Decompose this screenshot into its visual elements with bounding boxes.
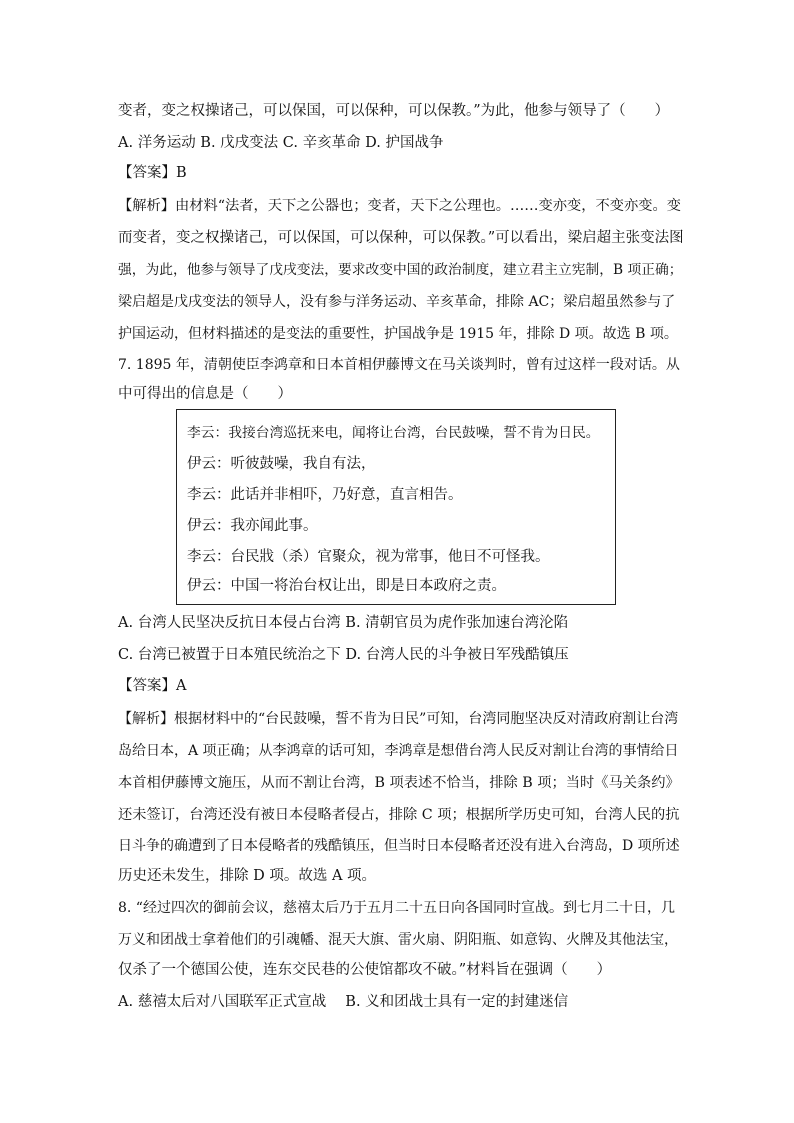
dialogue-line: 李云：此话并非相吓，乃好意，直言相告。 xyxy=(187,487,463,503)
question-6-options: A. 洋务运动 B. 戊戌变法 C. 辛亥革命 D. 护国战争 xyxy=(118,135,444,151)
question-6-answer: 【答案】B xyxy=(118,165,187,181)
question-7-analysis-line-5: 日斗争的确遭到了日本侵略者的残酷镇压，但当时日本侵略者还没有进入台湾岛，D 项所述 xyxy=(118,838,680,854)
question-7-stem-line-1: 7. 1895 年，清朝使臣李鸿章和日本首相伊藤博文在马关谈判时，曾有过这样一段对话。从 xyxy=(118,357,680,373)
dialogue-box xyxy=(176,409,616,605)
question-7-answer: 【答案】A xyxy=(118,678,187,694)
question-7-analysis-line-6: 历史还未发生，排除 D 项。故选 A 项。 xyxy=(118,868,377,884)
question-8-stem-line-2: 万义和团战士拿着他们的引魂幡、混天大旗、雷火扇、阴阳瓶、如意钩、火牌及其他法宝， xyxy=(118,932,678,948)
question-7-analysis-line-4: 还未签订，台湾还没有被日本侵略者侵占，排除 C 项；根据所学历史可知，台湾人民的抗 xyxy=(118,807,680,823)
question-6-stem-end: 变者，变之权操诸己，可以保国，可以保种，可以保教。”为此，他参与领导了（ ） xyxy=(118,103,670,119)
dialogue-line: 李云：台民戕（杀）官聚众，视为常事，他日不可怪我。 xyxy=(187,549,550,565)
dialogue-line: 李云：我接台湾巡抚来电，闻将让台湾，台民鼓噪，誓不肯为日民。 xyxy=(187,425,600,441)
question-6-analysis-line-3: 强，为此，他参与领导了戊戌变法，要求改变中国的政治制度，建立君主立宪制，B 项正确； xyxy=(118,262,683,278)
question-7-analysis-line-3: 本首相伊藤博文施压，从而不割让台湾，B 项表述不恰当，排除 B 项；当时《马关条约》 xyxy=(118,775,680,791)
question-7-analysis-line-1: 【解析】根据材料中的“台民鼓噪，誓不肯为日民”可知，台湾同胞坚决反对清政府割让台湾 xyxy=(118,711,679,727)
question-7-options-cd: C. 台湾已被置于日本殖民统治之下 D. 台湾人民的斗争被日军残酷镇压 xyxy=(118,647,569,663)
dialogue-line: 伊云：我亦闻此事。 xyxy=(187,518,318,534)
question-7-analysis-line-2: 岛给日本，A 项正确；从李鸿章的话可知，李鸿章是想借台湾人民反对割让台湾的事情给日 xyxy=(118,743,679,759)
question-8-stem-line-3: 仅杀了一个德国公使，连东交民巷的公使馆都攻不破。”材料旨在强调（ ） xyxy=(118,962,612,978)
question-7-stem-line-2: 中可得出的信息是（ ） xyxy=(118,386,292,402)
question-6-analysis-line-2: 而变者，变之权操诸己，可以保国，可以保种，可以保教。”可以看出，梁启超主张变法图 xyxy=(118,230,684,246)
question-6-analysis-line-4: 梁启超是戊戌变法的领导人，没有参与洋务运动、辛亥革命，排除 AC；梁启超虽然参与了 xyxy=(118,294,676,310)
question-8-stem-line-1: 8. “经过四次的御前会议，慈禧太后乃于五月二十五日向各国同时宣战。到七月二十日，几 xyxy=(118,900,675,916)
dialogue-line: 伊云：听彼鼓噪，我自有法， xyxy=(187,456,376,472)
question-6-analysis-line-5: 护国运动，但材料描述的是变法的重要性，护国战争是 1915 年，排除 D 项。故选 B 项。 xyxy=(118,326,678,342)
dialogue-line: 伊云：中国一将治台权让出，即是日本政府之责。 xyxy=(187,578,506,594)
question-6-analysis-line-1: 【解析】由材料“法者，天下之公器也；变者，天下之公理也。……变亦变，不变亦变。变 xyxy=(118,198,682,214)
question-7-options-ab: A. 台湾人民坚决反抗日本侵占台湾 B. 清朝官员为虎作张加速台湾沦陷 xyxy=(118,615,569,631)
question-8-options-ab: A. 慈禧太后对八国联军正式宣战 B. 义和团战士具有一定的封建迷信 xyxy=(118,994,569,1010)
